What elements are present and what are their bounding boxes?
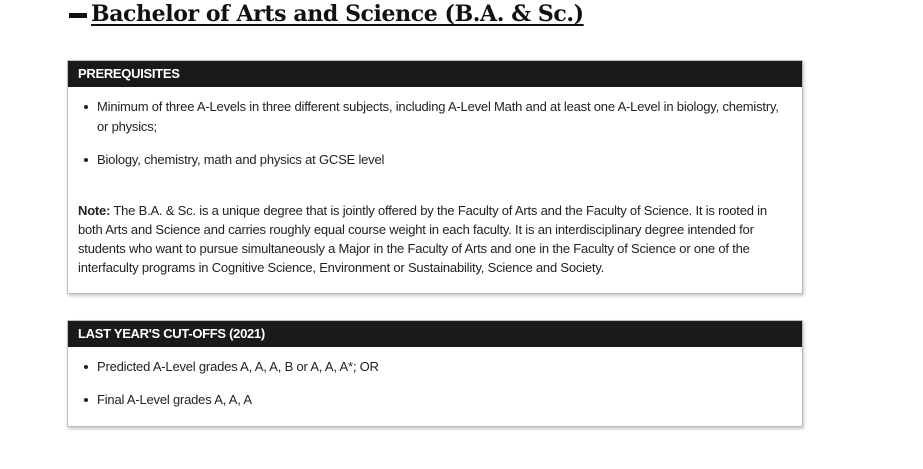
prerequisites-header: PREREQUISITES xyxy=(68,61,802,87)
list-item: Final A-Level grades A, A, A xyxy=(68,390,802,410)
note-label: Note: xyxy=(78,203,111,218)
cutoffs-list xyxy=(68,347,802,410)
program-note xyxy=(78,201,790,277)
cutoffs-box xyxy=(67,320,803,427)
prerequisites-box xyxy=(67,60,803,294)
program-title[interactable]: Bachelor of Arts and Science (B.A. & Sc.) xyxy=(91,1,584,27)
list-item: Minimum of three A-Levels in three different subjects, including A-Level Math and at least one A-Level in biology, chemistry, or physics; xyxy=(68,97,802,137)
minus-icon[interactable] xyxy=(69,13,87,18)
list-item: Biology, chemistry, math and physics at GCSE level xyxy=(68,150,802,170)
note-text: The B.A. & Sc. is a unique degree that is jointly offered by the Faculty of Arts and the Faculty of Science. It is rooted in both Arts and Science and carries roughly equal course weight in each faculty. It is an interdisciplinary degree intended for students who want to pursue simultaneously a Major in the Faculty of Arts and one in the Faculty of Science or one of the interfaculty programs in Cognitive Science, Environment or Sustainability, Science and Society. xyxy=(78,203,767,275)
prerequisites-list xyxy=(68,87,802,170)
cutoffs-header: LAST YEAR'S CUT-OFFS (2021) xyxy=(68,321,802,347)
list-item: Predicted A-Level grades A, A, A, B or A, A, A*; OR xyxy=(68,357,802,377)
program-heading-toggle[interactable] xyxy=(69,1,584,27)
